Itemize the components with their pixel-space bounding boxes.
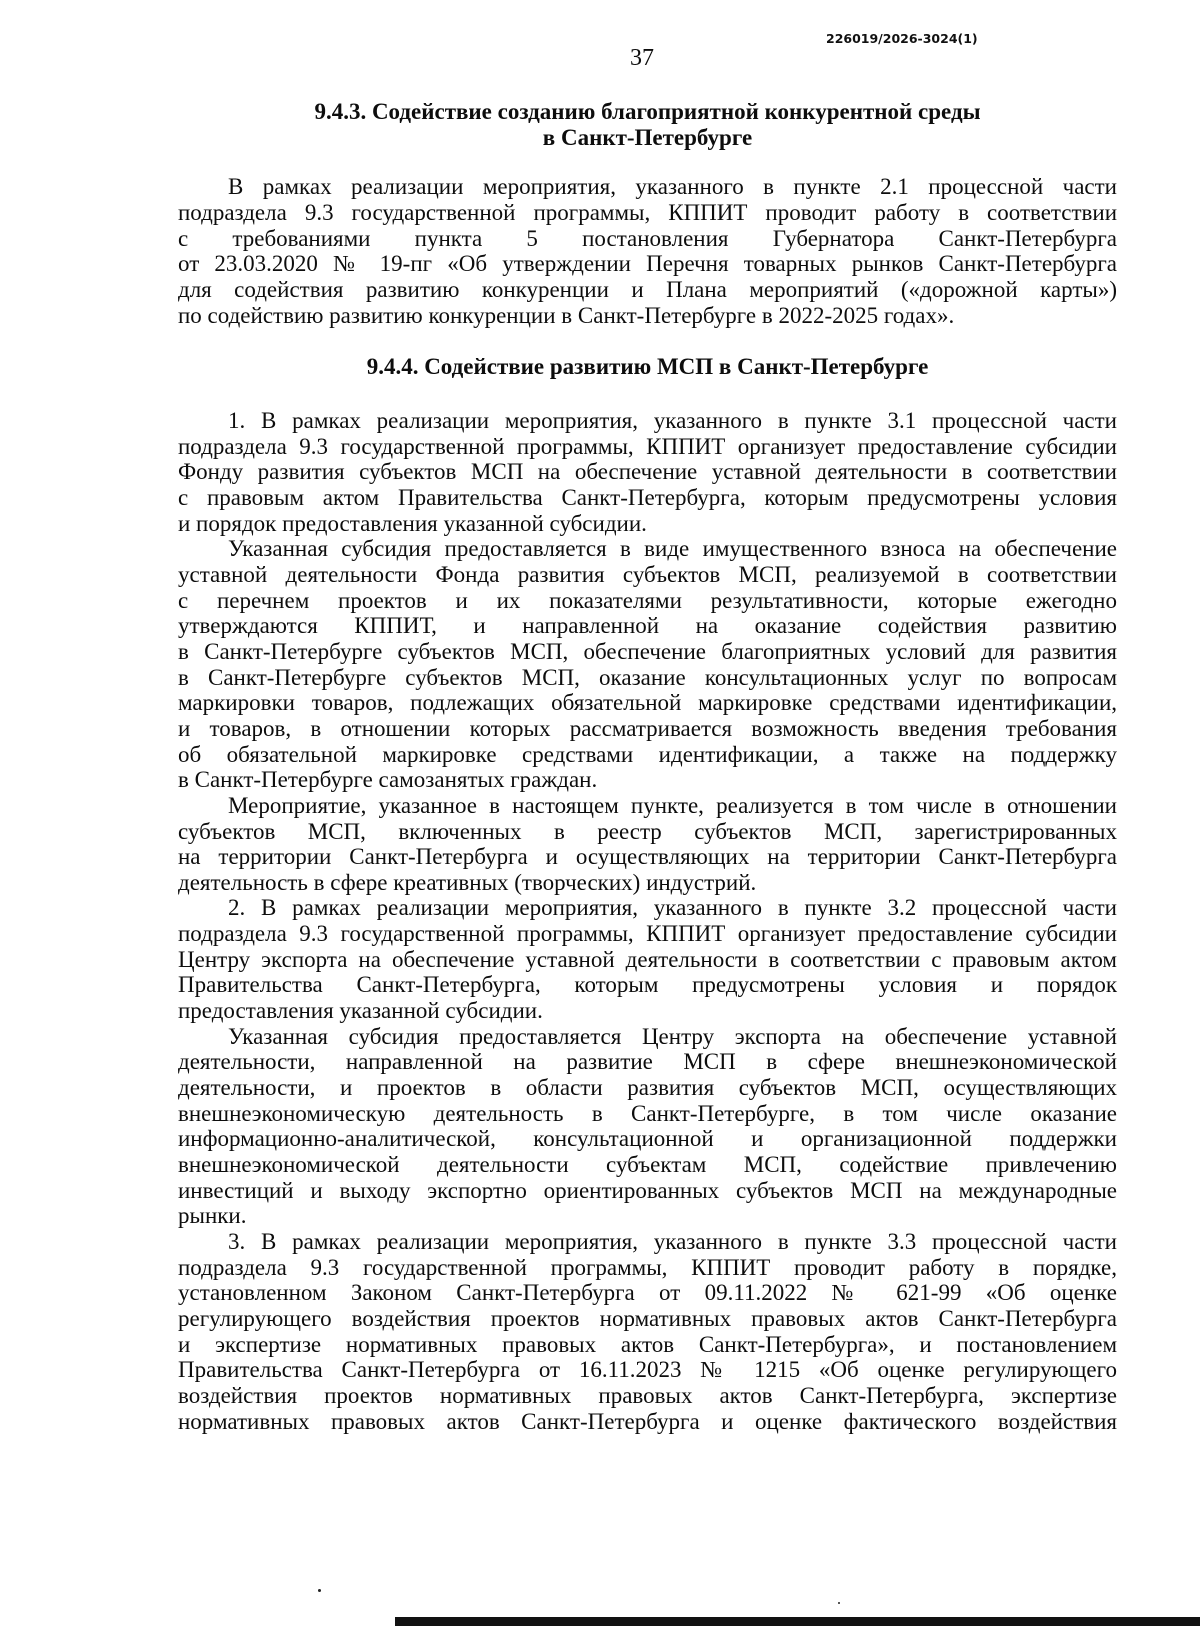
paragraph <box>178 793 1117 896</box>
paragraph <box>178 895 1117 1023</box>
text-line: подраздела 9.3 государственной программы, КППИТ проводит работу в соответствии <box>178 199 1117 225</box>
text-line: в Санкт-Петербурге субъектов МСП, оказание консультационных услуг по вопросам <box>178 664 1117 690</box>
registration-number: 226019/2026-3024(1) <box>826 31 978 46</box>
text-line: об обязательной маркировке средствами идентификации, а также на поддержку <box>178 741 1117 767</box>
heading-line: 9.4.3. Содействие созданию благоприятной конкурентной среды <box>314 99 981 124</box>
text-line: рынки. <box>178 1203 247 1229</box>
text-line: Указанная субсидия предоставляется в виде имущественного взноса на обеспечение <box>228 536 1117 562</box>
text-line: и экспертизе нормативных правовых актов Санкт-Петербурга», и постановлением <box>178 1331 1117 1357</box>
text-line: подраздела 9.3 государственной программы, КППИТ организует предоставление субсидии <box>178 921 1117 947</box>
paragraph <box>178 536 1117 793</box>
text-line: подраздела 9.3 государственной программы, КППИТ организует предоставление субсидии <box>178 433 1117 459</box>
text-line: с правовым актом Правительства Санкт-Петербурга, которым предусмотрены условия <box>178 484 1117 510</box>
text-line: инвестиций и выходу экспортно ориентированных субъектов МСП на международные <box>178 1177 1117 1203</box>
text-line: и порядок предоставления указанной субсидии. <box>178 510 647 536</box>
text-line: маркировки товаров, подлежащих обязательной маркировке средствами идентификации, <box>178 690 1117 716</box>
text-line: деятельности, и проектов в области развития субъектов МСП, осуществляющих <box>178 1075 1117 1101</box>
paragraph <box>178 1229 1117 1434</box>
scan-edge-bar <box>395 1617 1200 1626</box>
heading-line: 9.4.4. Содействие развитию МСП в Санкт-Петербурге <box>366 354 929 379</box>
section-heading-9-4-4 <box>178 354 1117 380</box>
page-number: 37 <box>630 45 654 71</box>
text-line: предоставления указанной субсидии. <box>178 998 543 1024</box>
text-line: Центру экспорта на обеспечение уставной деятельности в соответствии с правовым актом <box>178 946 1117 972</box>
paragraph <box>178 408 1117 536</box>
text-line: деятельности, направленной на развитие МСП в сфере внешнеэкономической <box>178 1049 1117 1075</box>
section-body-9-4-3 <box>178 174 1117 329</box>
text-line: установленном Законом Санкт-Петербурга от 09.11.2022 № 621-99 «Об оценке <box>178 1280 1117 1306</box>
text-line: воздействия проектов нормативных правовых актов Санкт-Петербурга, экспертизе <box>178 1382 1117 1408</box>
text-line: в Санкт-Петербурге самозанятых граждан. <box>178 767 598 793</box>
text-line: на территории Санкт-Петербурга и осуществляющих на территории Санкт-Петербурга <box>178 844 1117 870</box>
text-line: от 23.03.2020 № 19-пг «Об утверждении Перечня товарных рынков Санкт-Петербурга <box>178 251 1117 277</box>
paragraph <box>178 174 1117 329</box>
text-line: Фонду развития субъектов МСП на обеспечение уставной деятельности в соответствии <box>178 459 1117 485</box>
text-line: информационно-аналитической, консультационной и организационной поддержки <box>178 1126 1117 1152</box>
text-line: В рамках реализации мероприятия, указанного в пункте 2.1 процессной части <box>228 174 1117 199</box>
text-line: и товаров, в отношении которых рассматривается возможность введения требования <box>178 715 1117 741</box>
text-line: Указанная субсидия предоставляется Центру экспорта на обеспечение уставной <box>228 1023 1117 1049</box>
text-line: деятельность в сфере креативных (творческих) индустрий. <box>178 869 757 895</box>
text-line: в Санкт-Петербурге субъектов МСП, обеспечение благоприятных условий для развития <box>178 638 1117 664</box>
text-line: регулирующего воздействия проектов нормативных правовых актов Санкт-Петербурга <box>178 1305 1117 1331</box>
text-line: утверждаются КППИТ, и направленной на оказание содействия развитию <box>178 613 1117 639</box>
text-line: Правительства Санкт-Петербурга от 16.11.2023 № 1215 «Об оценке регулирующего <box>178 1357 1117 1383</box>
text-line: субъектов МСП, включенных в реестр субъектов МСП, зарегистрированных <box>178 818 1117 844</box>
text-line: с требованиями пункта 5 постановления Губернатора Санкт-Петербурга <box>178 225 1117 251</box>
text-line: внешнеэкономическую деятельность в Санкт-Петербурге, в том числе оказание <box>178 1100 1117 1126</box>
scan-speck <box>838 1602 840 1604</box>
text-line: Мероприятие, указанное в настоящем пункте, реализуется в том числе в отношении <box>228 792 1117 818</box>
scan-speck <box>318 1589 321 1592</box>
section-body-9-4-4 <box>178 408 1117 1434</box>
text-line: по содействию развитию конкуренции в Санкт-Петербурге в 2022-2025 годах». <box>178 302 955 328</box>
text-line: нормативных правовых актов Санкт-Петербурга и оценке фактического воздействия <box>178 1408 1117 1434</box>
paragraph <box>178 1024 1117 1229</box>
text-line: 3. В рамках реализации мероприятия, указанного в пункте 3.3 процессной части <box>228 1229 1117 1254</box>
text-line: для содействия развитию конкуренции и Плана мероприятий («дорожной карты») <box>178 277 1117 303</box>
text-line: внешнеэкономической деятельности субъектам МСП, содействие привлечению <box>178 1152 1117 1178</box>
text-line: подраздела 9.3 государственной программы, КППИТ проводит работу в порядке, <box>178 1254 1117 1280</box>
text-line: с перечнем проектов и их показателями результативности, которые ежегодно <box>178 587 1117 613</box>
text-line: 1. В рамках реализации мероприятия, указанного в пункте 3.1 процессной части <box>228 408 1117 433</box>
heading-line: в Санкт-Петербурге <box>542 125 753 150</box>
section-heading-9-4-3 <box>178 99 1117 151</box>
text-line: 2. В рамках реализации мероприятия, указанного в пункте 3.2 процессной части <box>228 895 1117 921</box>
text-line: Правительства Санкт-Петербурга, которым предусмотрены условия и порядок <box>178 972 1117 998</box>
text-line: уставной деятельности Фонда развития субъектов МСП, реализуемой в соответствии <box>178 561 1117 587</box>
